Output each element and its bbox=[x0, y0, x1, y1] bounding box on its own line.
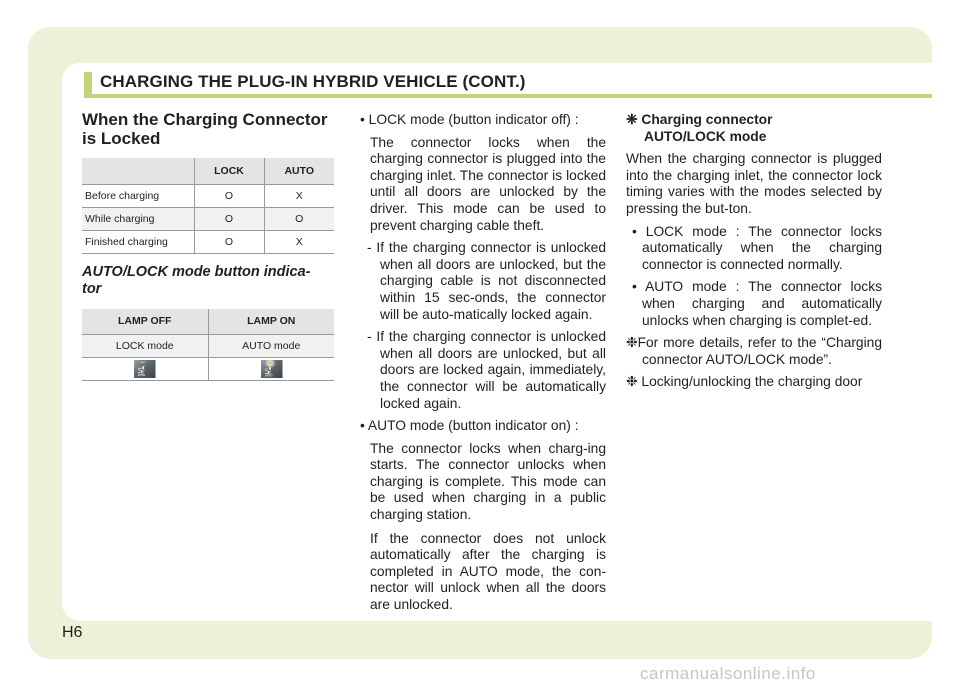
lamp-on-button-image bbox=[211, 360, 333, 378]
auto-mode-bullet-text: AUTO mode (button indicator on) : bbox=[367, 418, 579, 434]
note-symbol-icon: ❈ bbox=[626, 112, 638, 127]
lock-dash-item-1: - If the charging connector is unlocked when all doors are unlocked, but the charging cable is not disconnected within 15 sec-onds, the connector will be auto-matically locked again. bbox=[367, 240, 606, 322]
lamp-off-indicator bbox=[140, 362, 145, 363]
section-header-title: CHARGING THE PLUG-IN HYBRID VEHICLE (CONT.) bbox=[100, 72, 526, 91]
note-bullet-lock: • LOCK mode : The connector locks automatically when the charging connector is connected normally. bbox=[632, 223, 882, 272]
table-row bbox=[82, 207, 334, 230]
reference-symbol-icon: ❉ bbox=[626, 335, 638, 351]
table-row bbox=[82, 230, 334, 253]
page-number: H6 bbox=[62, 624, 83, 641]
lamp-on-cell bbox=[208, 358, 334, 381]
row-label: While charging bbox=[82, 207, 194, 230]
reference-note-1-text: For more details, refer to the “Charging connector AUTO/LOCK mode”. bbox=[637, 335, 882, 367]
lock-mode-label: LOCK mode bbox=[82, 335, 208, 358]
section-heading bbox=[82, 110, 334, 148]
auto-mode-paragraph-2: If the connector does not unlock automatically after the charging is completed in AUTO mode, the con-nector will unlock when all the doors are unlocked. bbox=[370, 530, 606, 613]
lock-mode-paragraph: The connector locks when the charging connector is plugged into the charging inlet. The connector is locked until all doors are unlocked by the driver. This mode can be used to prevent charging cable theft. bbox=[370, 134, 606, 233]
row-auto-value: X bbox=[264, 230, 334, 253]
svg-text:2: 2 bbox=[268, 372, 270, 374]
auto-mode-label: AUTO mode bbox=[208, 335, 334, 358]
reference-note-2-text: Locking/unlocking the charging door bbox=[641, 374, 863, 390]
table-header-empty bbox=[82, 158, 194, 184]
note-bullet-auto-text: AUTO mode : The connector locks when charging and automatically unlocks when charging is complet-ed. bbox=[642, 279, 882, 328]
row-label: Finished charging bbox=[82, 230, 194, 253]
reference-symbol-icon: ❉ bbox=[626, 374, 638, 390]
lamp-mode-row bbox=[82, 335, 334, 358]
indicator-subheading-line1: AUTO/LOCK mode button indica- bbox=[82, 263, 311, 280]
note-bullet-auto: • AUTO mode : The connector locks when charging and automatically unlocks when charging is complet-ed. bbox=[632, 279, 882, 328]
row-lock-value: O bbox=[194, 207, 264, 230]
row-auto-value: O bbox=[264, 207, 334, 230]
section-heading-line1: When the Charging Connector bbox=[82, 110, 328, 129]
row-label: Before charging bbox=[82, 184, 194, 207]
table-row bbox=[82, 184, 334, 207]
row-lock-value: O bbox=[194, 230, 264, 253]
note-heading-line1: Charging connector bbox=[641, 112, 773, 127]
indicator-subheading-line2: tor bbox=[82, 280, 102, 297]
row-lock-value: O bbox=[194, 184, 264, 207]
svg-text:2: 2 bbox=[142, 372, 144, 374]
header-rule bbox=[84, 94, 932, 98]
lamp-on-indicator bbox=[267, 362, 272, 364]
lamp-off-header: LAMP OFF bbox=[82, 309, 208, 335]
lock-dash-item-2: - If the charging connector is unlocked when all doors are unlocked, but all doors are locked again, immediately, the connector will be automatically locked again. bbox=[367, 329, 606, 411]
lamp-off-button-image bbox=[84, 360, 206, 378]
table-header-auto: AUTO bbox=[264, 158, 334, 184]
column-right bbox=[626, 112, 882, 391]
watermark: carmanualsonline.info bbox=[640, 664, 816, 683]
note-heading bbox=[626, 112, 882, 145]
lamp-image-row bbox=[82, 358, 334, 381]
lock-auto-table bbox=[82, 158, 334, 254]
lamp-on-header: LAMP ON bbox=[208, 309, 334, 335]
table-header-lock: LOCK bbox=[194, 158, 264, 184]
lamp-header-row bbox=[82, 309, 334, 335]
lock-mode-bullet-text: LOCK mode (button indicator off) : bbox=[368, 112, 579, 127]
lamp-off-cell bbox=[82, 358, 208, 381]
auto-button-label: AUTO bbox=[264, 374, 272, 378]
indicator-subheading bbox=[82, 264, 334, 298]
column-middle bbox=[354, 112, 606, 614]
reference-note-1 bbox=[626, 335, 882, 368]
table-header-row bbox=[82, 158, 334, 184]
note-heading-line2: AUTO/LOCK mode bbox=[644, 128, 767, 144]
note-bullet-lock-text: LOCK mode : The connector locks automatically when the charging connector is connected normally. bbox=[642, 223, 882, 272]
auto-mode-paragraph-1: The connector locks when charg-ing starts. The connector unlocks when charging is complete. This mode can be used when charging in a public charging station. bbox=[370, 440, 606, 523]
auto-button-label: AUTO bbox=[137, 373, 146, 377]
lock-mode-bullet: • LOCK mode (button indicator off) : bbox=[360, 112, 579, 127]
section-heading-line2: is Locked bbox=[82, 129, 161, 148]
row-auto-value: X bbox=[264, 184, 334, 207]
lamp-table bbox=[82, 309, 334, 382]
header-accent-bar bbox=[84, 72, 92, 96]
reference-note-2 bbox=[626, 374, 882, 391]
auto-mode-bullet: • AUTO mode (button indicator on) : bbox=[360, 418, 579, 434]
note-paragraph: When the charging connector is plugged into the charging inlet, the connector lock timing varies with the modes selected by pressing the but-ton. bbox=[626, 151, 882, 216]
column-left bbox=[82, 110, 334, 381]
